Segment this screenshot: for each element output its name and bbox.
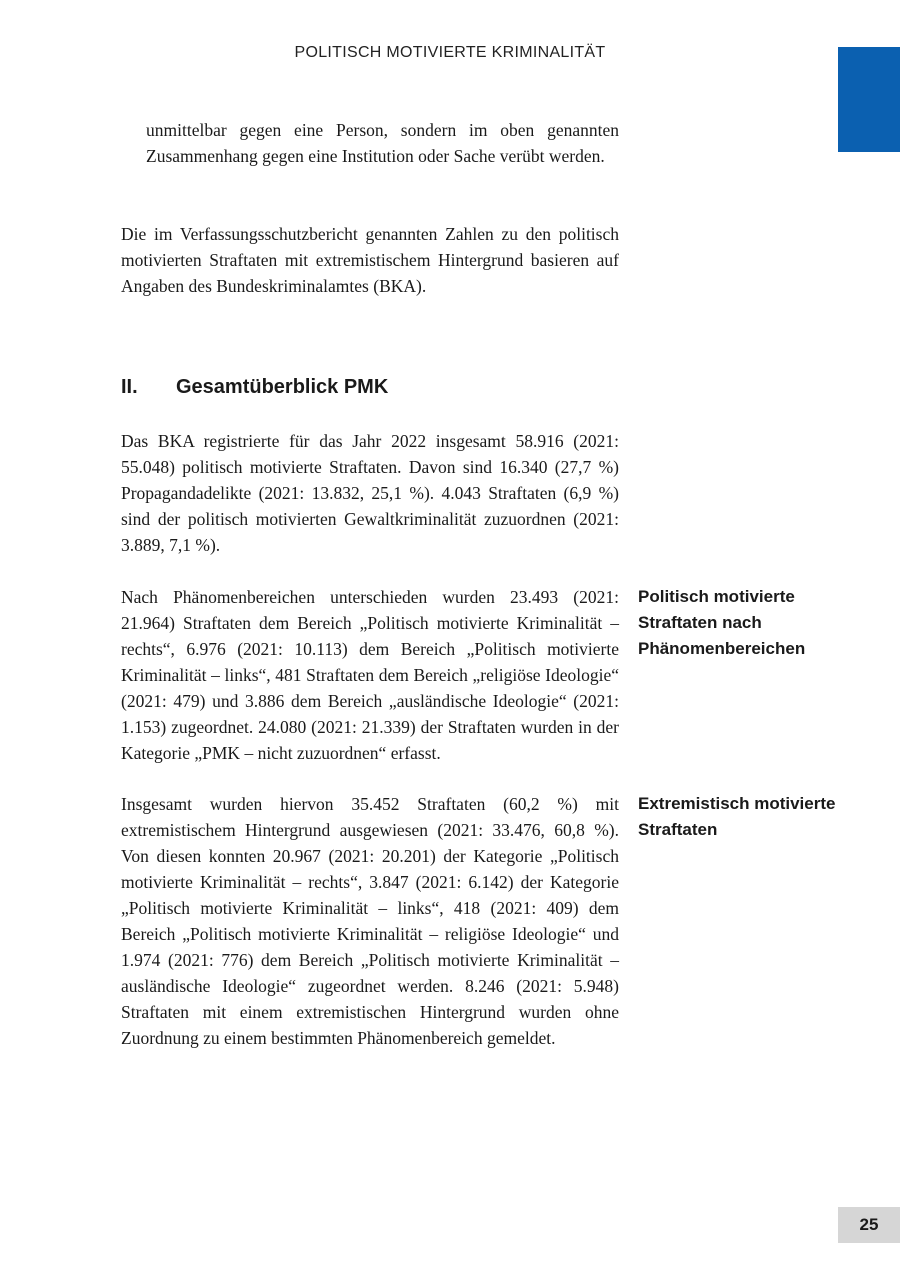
- continued-paragraph: unmittelbar gegen eine Person, sondern im oben genannten Zusammenhang gegen eine Institution oder Sache verübt werden.: [146, 120, 619, 166]
- section-number: II.: [121, 376, 138, 398]
- section-heading: [121, 376, 388, 399]
- paragraph-extremist: Insgesamt wurden hiervon 35.452 Straftaten (60,2 %) mit extremistischem Hintergrund ausgewiesen (2021: 33.476, 60,8 %). Von diesen konnten 20.967 (2021: 20.201) der Kategorie „Politisch motivierte Kriminalität – rechts“, 3.847 (2021: 6.142) der Kategorie „Politisch motivierte Kriminalität – links“, 418 (2021: 409) dem Bereich „Politisch motivierte Kriminalität – religiöse Ideologie“ und 1.974 (2021: 776) dem Bereich „Politisch motivierte Kriminalität – ausländische Ideologie“ zugeordnet werden. 8.246 (2021: 5.948) Straftaten mit einem extremistischen Hintergrund wurden ohne Zuordnung zu einem bestimmten Phänomenbereich gemeldet.: [121, 794, 619, 1048]
- margin-note-phenomena: Politisch motivierte Straftaten nach Phänomenbereichen: [638, 587, 806, 658]
- paragraph-bka-source: Die im Verfassungsschutzbericht genannten Zahlen zu den politisch motivierten Straftaten mit extremistischem Hintergrund basieren auf Angaben des Bundeskriminalamtes (BKA).: [121, 224, 619, 296]
- margin-note-extremist: Extremistisch motivierte Straftaten: [638, 794, 836, 839]
- paragraph-phenomena: Nach Phänomenbereichen unterschieden wurden 23.493 (2021: 21.964) Straftaten dem Bereich „Politisch motivierte Kriminalität – rechts“, 6.976 (2021: 10.113) dem Bereich „Politisch motivierte Kriminalität – links“, 481 Straftaten dem Bereich „religiöse Ideologie“ (2021: 479) und 3.886 dem Bereich „ausländische Ideologie“ (2021: 1.153) zugeordnet. 24.080 (2021: 21.339) der Straftaten wurden in der Kategorie „PMK – nicht zuzuordnen“ erfasst.: [121, 587, 619, 763]
- running-header: POLITISCH MOTIVIERTE KRIMINALITÄT: [294, 44, 606, 61]
- chapter-tab-marker: [838, 47, 900, 152]
- page-number: 25: [838, 1207, 900, 1243]
- paragraph-overview: Das BKA registrierte für das Jahr 2022 insgesamt 58.916 (2021: 55.048) politisch motivierte Straftaten. Davon sind 16.340 (27,7 %) Propagandadelikte (2021: 13.832, 25,1 %). 4.043 Straftaten (6,9 %) sind der politisch motivierten Gewaltkriminalität zuzuordnen (2021: 3.889, 7,1 %).: [121, 431, 619, 555]
- section-title: Gesamtüberblick PMK: [176, 376, 389, 398]
